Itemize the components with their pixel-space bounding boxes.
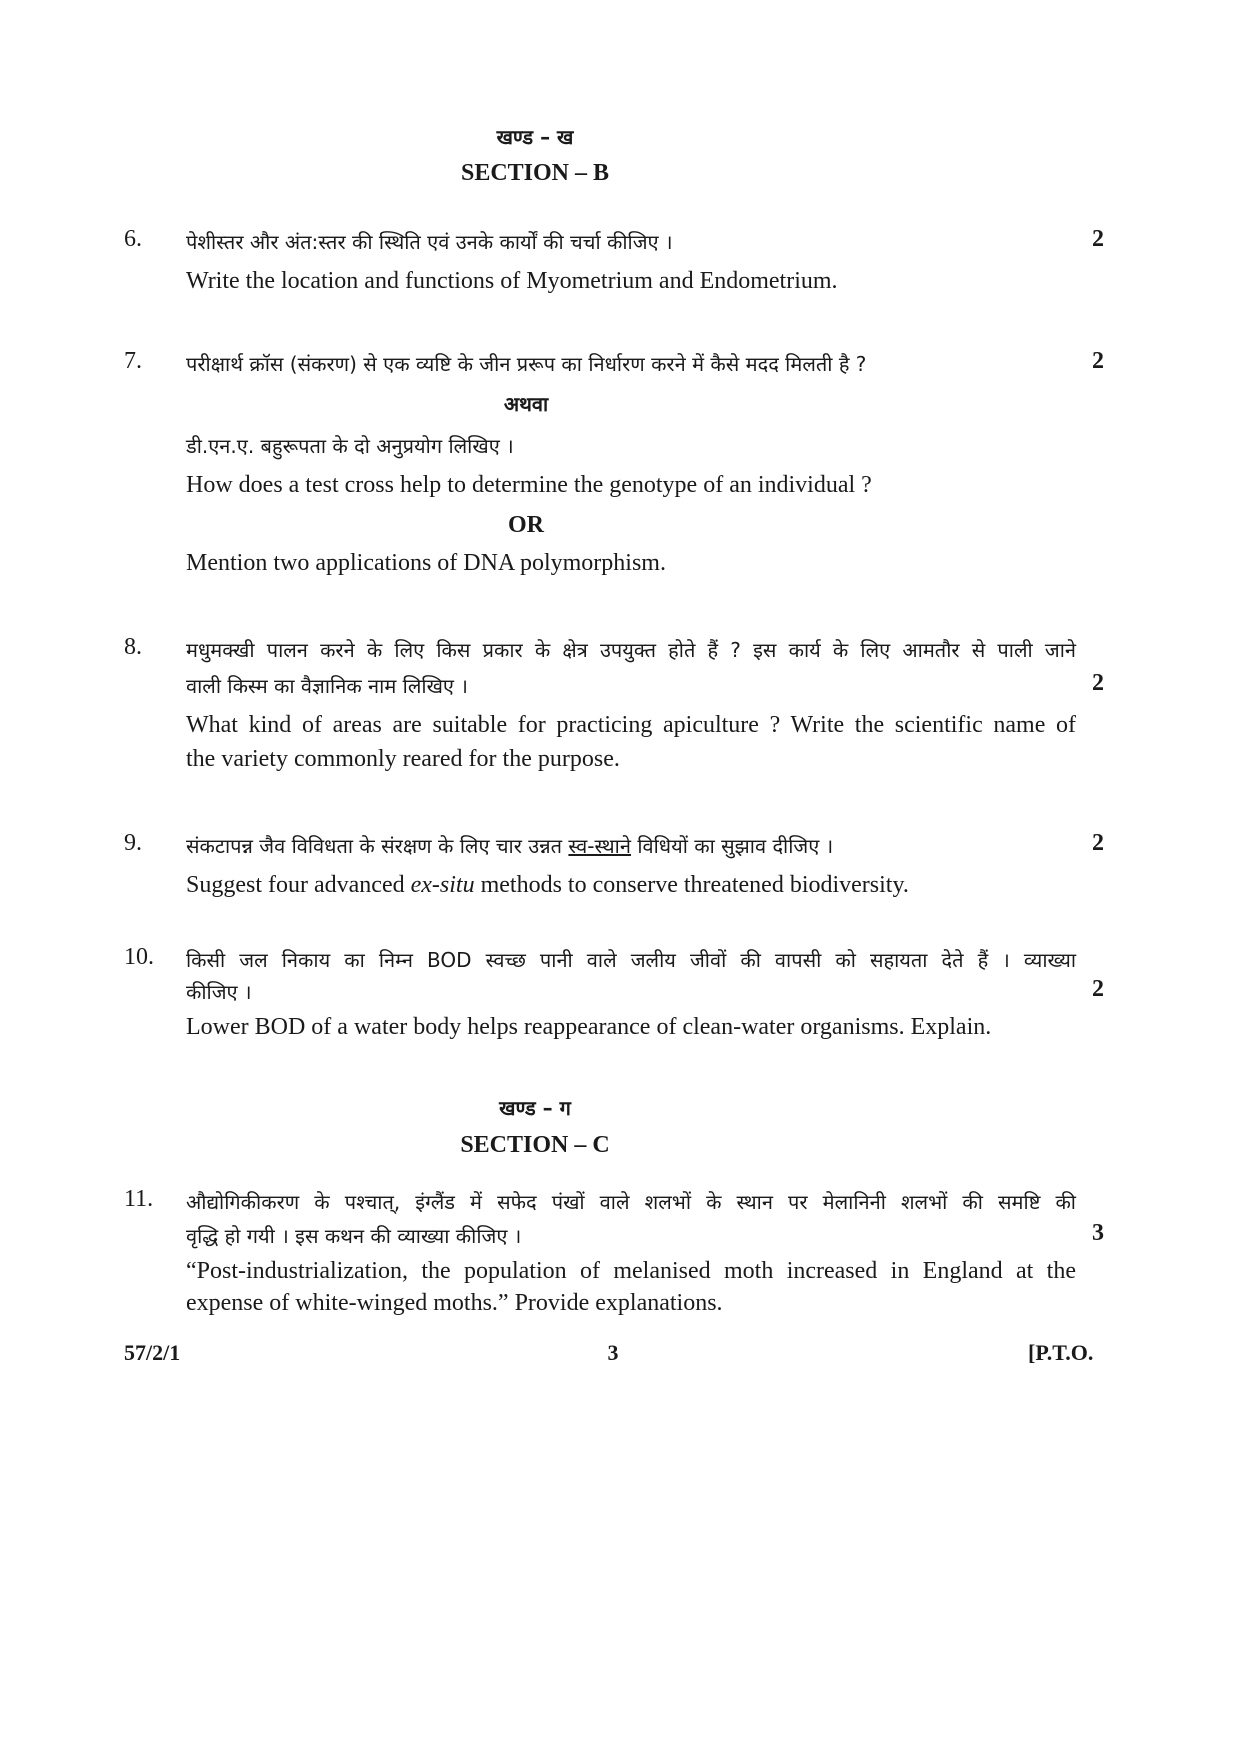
question-11-hindi-line-1: औद्योगिकीकरण के पश्चात्, इंग्लैंड में सफेद पंखों वाले शलभों के स्थान पर मेलानिनी शलभों की समष्टि की <box>186 1190 1076 1214</box>
question-7-hindi-alternative: डी.एन.ए. बहुरूपता के दो अनुप्रयोग लिखिए । <box>186 434 514 458</box>
question-11-marks: 3 <box>1092 1220 1104 1246</box>
section-c-heading: SECTION – C <box>460 1132 610 1158</box>
question-11-english-line-2: expense of white-winged moths.” Provide explanations. <box>186 1290 723 1316</box>
question-7-hindi: परीक्षार्थ क्रॉस (संकरण) से एक व्यष्टि के जीन प्ररूप का निर्धारण करने में कैसे मदद मिलती है ? <box>186 352 867 376</box>
section-b-heading: SECTION – B <box>460 160 610 186</box>
question-9-hindi-pre: संकटापन्न जैव विविधता के संरक्षण के लिए चार उन्नत <box>186 834 563 858</box>
question-9-english-pre: Suggest four advanced <box>186 872 405 898</box>
question-9-english <box>186 872 909 899</box>
question-9-number: 9. <box>124 830 142 856</box>
question-10-hindi-line-2: कीजिए । <box>186 980 252 1004</box>
question-9-hindi-underlined: स्व-स्थाने <box>568 834 631 858</box>
please-turn-over: [P.T.O. <box>1028 1340 1094 1365</box>
question-10-number: 10. <box>124 944 154 970</box>
question-10-marks: 2 <box>1092 976 1104 1002</box>
question-10-english: Lower BOD of a water body helps reappearance of clean-water organisms. Explain. <box>186 1014 992 1040</box>
question-7-or-english: OR <box>508 512 544 538</box>
question-9-hindi-post: विधियों का सुझाव दीजिए । <box>637 834 834 858</box>
question-11-hindi-line-2: वृद्धि हो गयी । इस कथन की व्याख्या कीजिए । <box>186 1224 522 1248</box>
page-number: 3 <box>607 1340 619 1365</box>
question-6-number: 6. <box>124 226 142 252</box>
question-6-hindi: पेशीस्तर और अंत:स्तर की स्थिति एवं उनके कार्यों की चर्चा कीजिए । <box>186 230 673 254</box>
question-11-number: 11. <box>124 1186 154 1212</box>
question-11-english-line-1: “Post-industrialization, the population of melanised moth increased in England at the <box>186 1258 1076 1284</box>
question-9-english-italic: ex-situ <box>410 872 475 898</box>
question-8-english-line-1: What kind of areas are suitable for practicing apiculture ? Write the scientific name of <box>186 712 1076 738</box>
question-7-english-alternative: Mention two applications of DNA polymorphism. <box>186 550 666 576</box>
question-8-hindi-line-1: मधुमक्खी पालन करने के लिए किस प्रकार के क्षेत्र उपयुक्त होते हैं ? इस कार्य के लिए आमतौर से पाली जाने <box>186 638 1076 662</box>
question-9-marks: 2 <box>1092 830 1104 856</box>
question-8-marks: 2 <box>1092 670 1104 696</box>
section-c-heading-hindi: खण्ड – ग <box>499 1096 571 1120</box>
question-6-english: Write the location and functions of Myometrium and Endometrium. <box>186 268 838 294</box>
question-9-english-post: methods to conserve threatened biodiversity. <box>480 872 909 898</box>
question-8-hindi-line-2: वाली किस्म का वैज्ञानिक नाम लिखिए । <box>186 674 468 698</box>
question-10-hindi-line-1: किसी जल निकाय का निम्न BOD स्वच्छ पानी वाले जलीय जीवों की वापसी को सहायता देते हैं । व्याख्या <box>186 948 1076 972</box>
question-8-english-line-2: the variety commonly reared for the purpose. <box>186 746 620 772</box>
question-7-or-hindi: अथवा <box>503 392 549 416</box>
question-7-marks: 2 <box>1092 348 1104 374</box>
question-6-marks: 2 <box>1092 226 1104 252</box>
question-9-hindi <box>186 832 833 859</box>
question-8-number: 8. <box>124 634 142 660</box>
question-7-number: 7. <box>124 348 142 374</box>
section-b-heading-hindi: खण्ड – ख <box>496 125 574 149</box>
question-7-english: How does a test cross help to determine the genotype of an individual ? <box>186 472 872 498</box>
paper-code: 57/2/1 <box>124 1340 181 1365</box>
